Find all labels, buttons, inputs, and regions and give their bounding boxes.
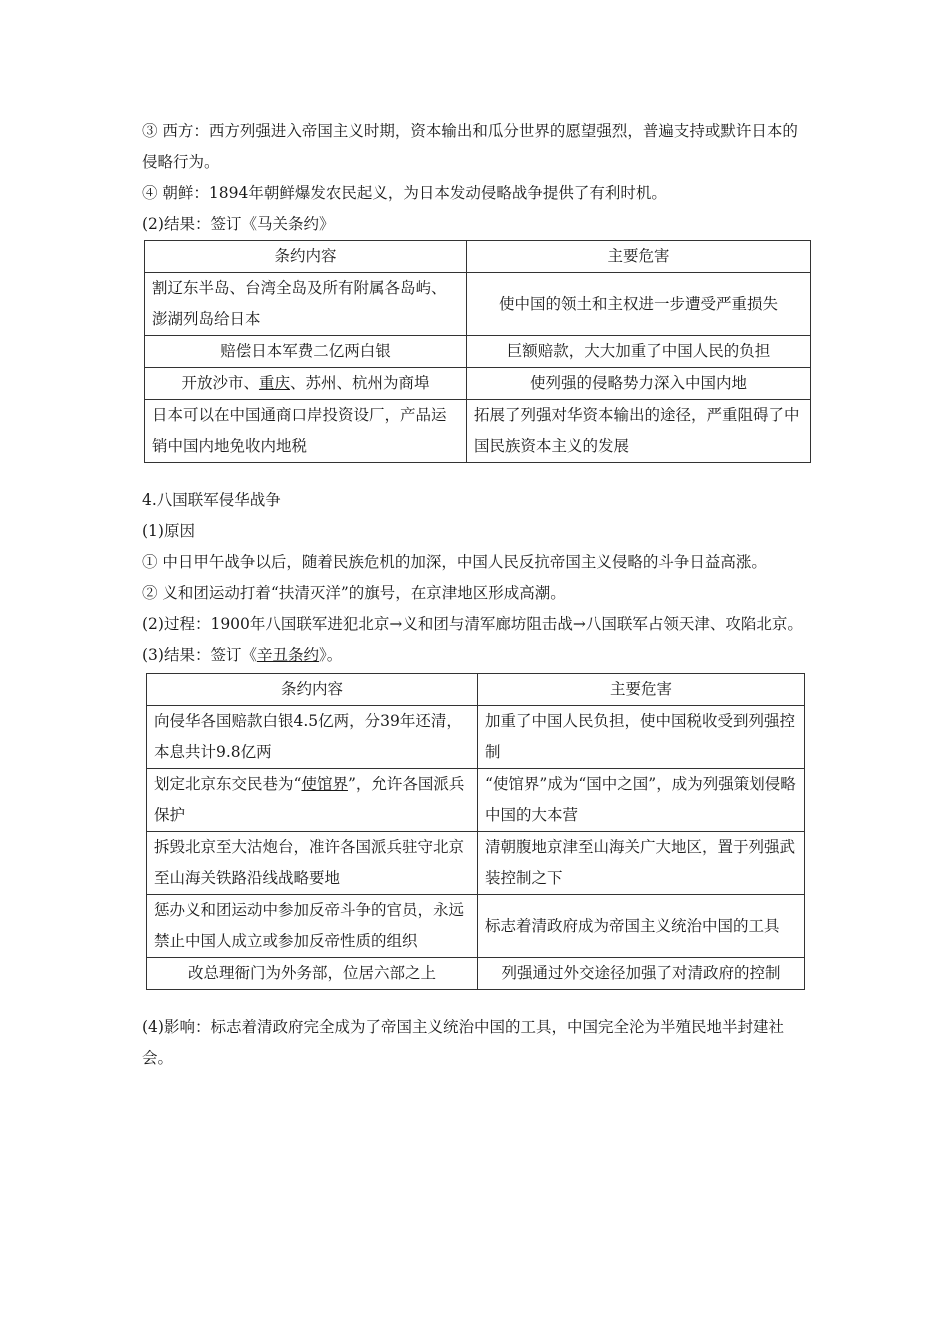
treaty-content-cell [147, 769, 478, 832]
text-segment: 》。 [318, 646, 343, 664]
section-heading: 4.八国联军侵华战争 [142, 491, 281, 509]
document-page [142, 116, 812, 1074]
table-row [145, 368, 811, 400]
treaty-content-cell: 拆毁北京至大沽炮台，准许各国派兵驻守北京至山海关铁路沿线战略要地 [147, 832, 478, 895]
treaty-content-cell: 赔偿日本军费二亿两白银 [145, 336, 467, 368]
cause-item-2: ② 义和团运动打着“扶清灭洋”的旗号，在京津地区形成高潮。 [142, 584, 566, 602]
text-segment: ”，允许各国派兵保护 [154, 775, 465, 824]
treaty-harm-cell: “使馆界”成为“国中之国”，成为列强策划侵略中国的大本营 [478, 769, 805, 832]
treaty-harm-cell: 标志着清政府成为帝国主义统治中国的工具 [478, 895, 805, 958]
table-header-row [147, 674, 805, 706]
table-row [147, 958, 805, 990]
impact-paragraph: (4)影响：标志着清政府完全成为了帝国主义统治中国的工具，中国完全沦为半殖民地半封建社会。 [142, 1018, 784, 1067]
west-paragraph: ③ 西方：西方列强进入帝国主义时期，资本输出和瓜分世界的愿望强烈，普遍支持或默许日本的侵略行为。 [142, 122, 798, 171]
shimonoseki-treaty-table [144, 240, 811, 463]
underlined-treaty-name: 辛丑条约 [256, 646, 319, 664]
table-row [145, 336, 811, 368]
treaty-content-cell: 向侵华各国赔款白银4.5亿两，分39年还清，本息共计9.8亿两 [147, 706, 478, 769]
boxer-result [142, 640, 812, 671]
cause-label: (1)原因 [142, 522, 195, 540]
column-header-content: 条约内容 [145, 241, 467, 273]
korea-paragraph: ④ 朝鲜：1894年朝鲜爆发农民起义，为日本发动侵略战争提供了有利时机。 [142, 184, 667, 202]
treaty-content-cell: 日本可以在中国通商口岸投资设厂，产品运销中国内地免收内地税 [145, 400, 467, 463]
table-row [145, 400, 811, 463]
text-segment: 开放沙市、 [181, 374, 259, 392]
treaty-content-cell [145, 368, 467, 400]
treaty-harm-cell: 清朝腹地京津至山海关广大地区，置于列强武装控制之下 [478, 832, 805, 895]
column-header-harm: 主要危害 [467, 241, 811, 273]
column-header-content: 条约内容 [147, 674, 478, 706]
underlined-city: 重庆 [258, 374, 290, 392]
treaty-harm-cell: 使中国的领土和主权进一步遭受严重损失 [467, 273, 811, 336]
table-row [147, 769, 805, 832]
process-paragraph: (2)过程：1900年八国联军进犯北京→义和团与清军廊坊阻击战→八国联军占领天津、攻陷北京。 [142, 615, 803, 633]
treaty-harm-cell: 列强通过外交途径加强了对清政府的控制 [478, 958, 805, 990]
shimonoseki-result: (2)结果：签订《马关条约》 [142, 215, 335, 233]
text-segment: 划定北京东交民巷为“ [154, 775, 302, 793]
underlined-term: 使馆界 [301, 775, 348, 793]
treaty-harm-cell: 使列强的侵略势力深入中国内地 [467, 368, 811, 400]
cause-item-1: ① 中日甲午战争以后，随着民族危机的加深，中国人民反抗帝国主义侵略的斗争日益高涨。 [142, 553, 767, 571]
treaty-harm-cell: 巨额赔款，大大加重了中国人民的负担 [467, 336, 811, 368]
table-row [147, 895, 805, 958]
text-segment: 、苏州、杭州为商埠 [290, 374, 430, 392]
table-header-row [145, 241, 811, 273]
boxer-protocol-table [146, 673, 805, 990]
treaty-harm-cell: 加重了中国人民负担，使中国税收受到列强控制 [478, 706, 805, 769]
treaty-content-cell: 割辽东半岛、台湾全岛及所有附属各岛屿、澎湖列岛给日本 [145, 273, 467, 336]
table-row [147, 706, 805, 769]
treaty-harm-cell: 拓展了列强对华资本输出的途径，严重阻碍了中国民族资本主义的发展 [467, 400, 811, 463]
table-row [145, 273, 811, 336]
table-row [147, 832, 805, 895]
column-header-harm: 主要危害 [478, 674, 805, 706]
text-segment: (3)结果：签订《 [142, 646, 257, 664]
treaty-content-cell: 改总理衙门为外务部，位居六部之上 [147, 958, 478, 990]
treaty-content-cell: 惩办义和团运动中参加反帝斗争的官员，永远禁止中国人成立或参加反帝性质的组织 [147, 895, 478, 958]
